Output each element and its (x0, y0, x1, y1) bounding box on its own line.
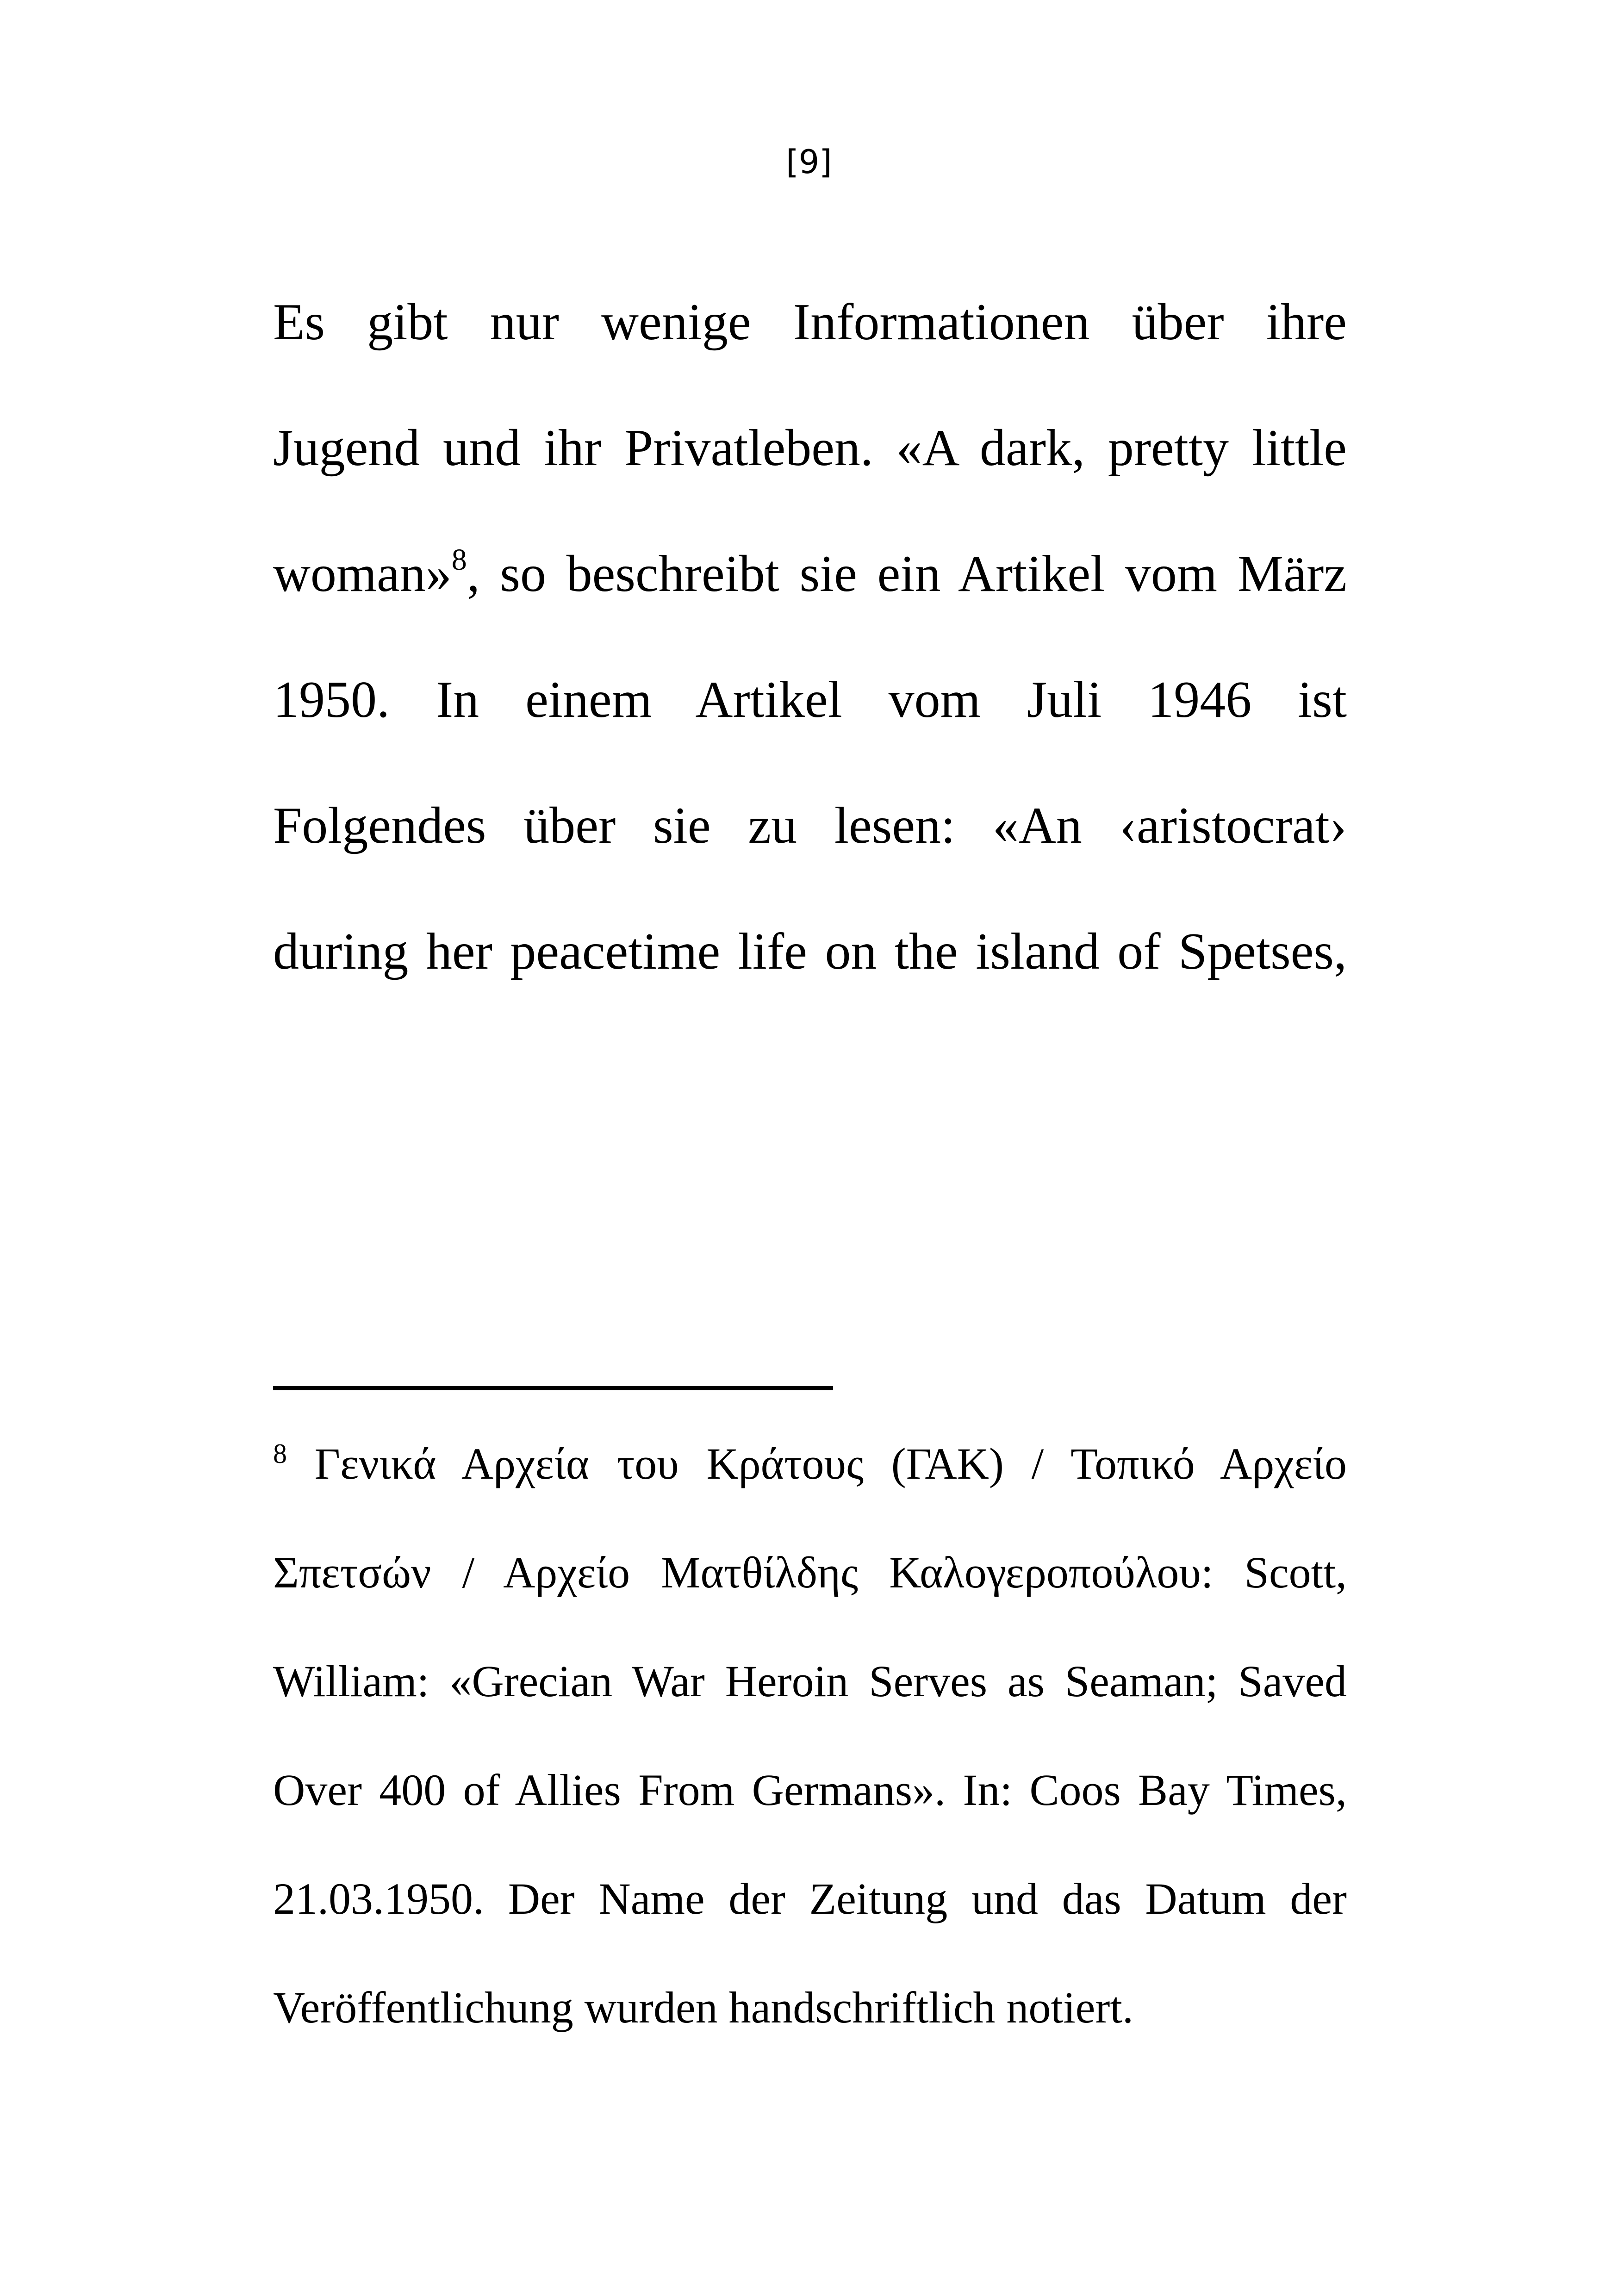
footnote-line: Σπετσών / Αρχείο Ματθίλδης Καλογεροπούλου: Scott, (273, 1548, 1347, 1597)
footnote-line-text: Γενικά Αρχεία του Κράτους (ΓΑΚ) / Τοπικό Αρχείο (314, 1439, 1347, 1488)
body-line (273, 511, 1347, 637)
footnote-line: Veröffentlichung wurden handschriftlich notiert. (273, 1983, 1134, 2032)
footnote-marker: 8 (273, 1438, 287, 1469)
body-line-segment: woman» (273, 545, 452, 603)
body-line: Es gibt nur wenige Informationen über ihre (273, 293, 1347, 351)
body-line-segment: , so beschreibt sie ein Artikel vom März (467, 545, 1347, 603)
body-line: 1950. In einem Artikel vom Juli 1946 ist (273, 671, 1347, 728)
footnote-reference[interactable]: 8 (451, 542, 467, 577)
body-line: during her peacetime life on the island of Spetses, (273, 923, 1347, 980)
body-line: Jugend und ihr Privatleben. «A dark, pretty little (273, 419, 1347, 477)
footnote-line: William: «Grecian War Heroin Serves as Seaman; Saved (273, 1656, 1347, 1706)
footnote-line: 21.03.1950. Der Name der Zeitung und das Datum der (273, 1874, 1347, 1923)
body-line: Folgendes über sie zu lesen: «An ‹aristocrat› (273, 797, 1347, 854)
footnote-line: Over 400 of Allies From Germans». In: Coos Bay Times, (273, 1765, 1347, 1815)
body-text (273, 259, 1347, 1014)
footnote-line (273, 1409, 1347, 1518)
footnote (273, 1409, 1347, 2062)
page-number: [9] (786, 143, 832, 181)
footnote-separator (273, 1386, 833, 1390)
